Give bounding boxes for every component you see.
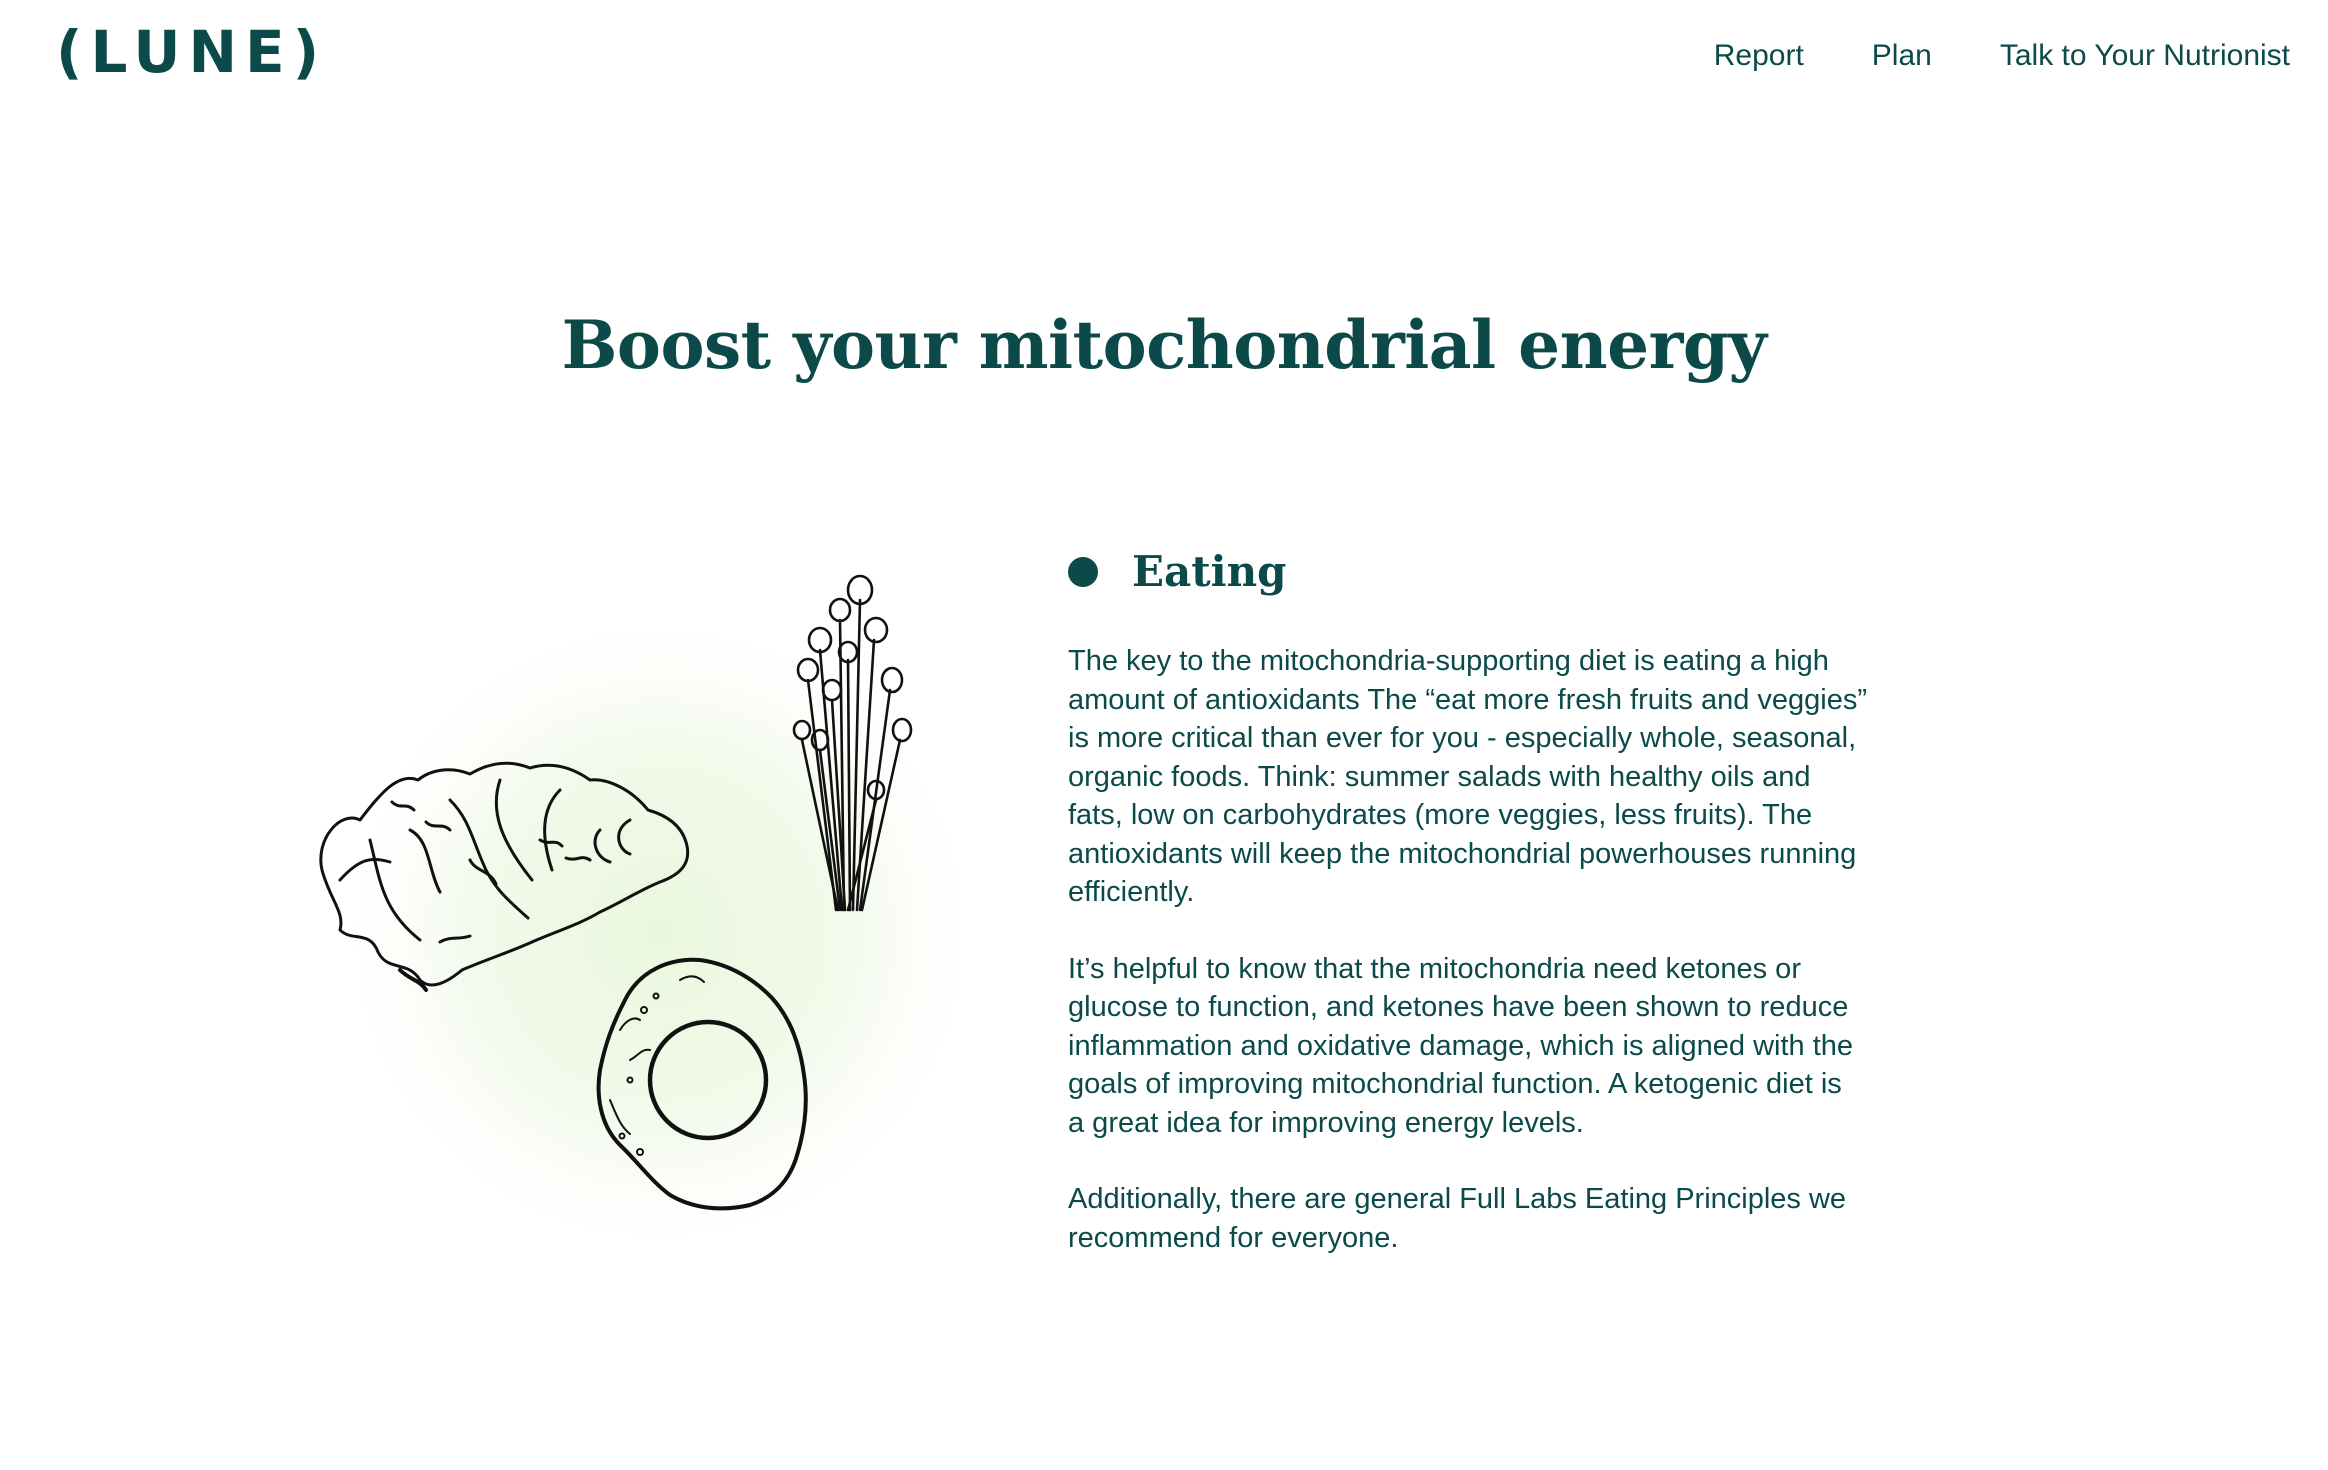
paragraph-antioxidants: The key to the mitochondria-supporting diet is eating a high amount of antioxidants The “eat more fresh fruits and veggies” is more critical than ever for you - especially whole, seasonal, organic foods. Think: summer salads with healthy oils and fats, low on carbohydrates (more veggies, less fruits). The antioxidants will keep the mitochondrial powerhouses running efficiently. [1068,645,1868,908]
nav-talk-to-nutritionist[interactable]: Talk to Your Nutrionist [1999,39,2290,72]
paragraph-principles: Additionally, there are general Full Labs Eating Principles we recommend for everyone. [1068,1183,1847,1254]
background-glow [320,580,1000,1260]
nav-plan[interactable]: Plan [1871,39,1932,72]
bullet-dot [1068,557,1098,587]
section-header [1068,540,1968,604]
page-title: Boost your mitochondrial energy [561,306,1767,384]
nav-report[interactable]: Report [1713,39,1804,72]
section-title: Eating [1132,547,1287,596]
paragraph-ketones: It’s helpful to know that the mitochondria need ketones or glucose to function, and ketones have been shown to reduce inflammation and oxidative damage, which is aligned with the goals of improving mitochondrial function. A ketogenic diet is a great idea for improving energy levels. [1068,952,1854,1139]
eating-section [1068,540,1968,1257]
header [0,0,2328,120]
main-nav [1646,34,2290,78]
logo[interactable]: (LUNE) [56,18,328,86]
food-illustration [300,540,1020,1260]
